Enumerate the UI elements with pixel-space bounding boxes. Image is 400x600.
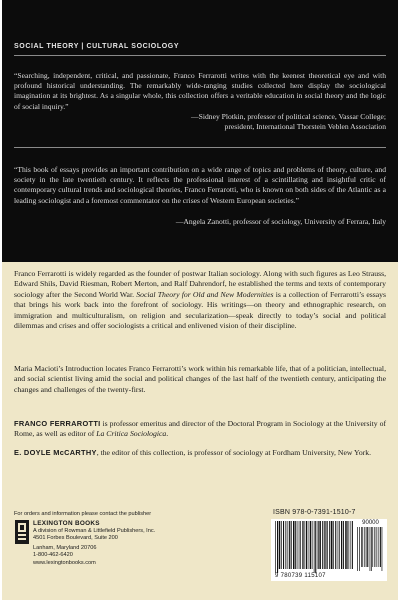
editor-bio-text: , the editor of this collection, is professor of sociology at Fordham University, New York. [96,448,372,457]
barcode-bar [364,527,365,567]
barcode-bar [327,521,328,569]
endorsements-panel [2,0,398,262]
barcode-bar [357,527,358,571]
barcode-bar [303,521,304,569]
barcode-bar [324,521,325,569]
author-name: FRANCO FERRAROTTI [14,419,101,428]
barcode-bar [287,521,288,569]
barcode-bar [362,527,363,567]
barcode-bar [372,527,373,567]
author-bio [14,419,386,440]
barcode-bar [382,527,383,571]
publisher-address-2: Lanham, Maryland 20706 [33,544,97,551]
barcode-bar [329,521,330,569]
barcode-bar [345,521,347,569]
barcode-bar [359,527,360,571]
isbn-label: ISBN 978-0-7391-1510-7 [273,509,356,516]
journal-title: La Critica Sociologica [96,429,167,439]
author-bio-end: . [166,429,169,439]
barcode-bar [312,521,313,569]
divider-rule [14,55,386,56]
barcode-bar [300,521,301,569]
barcode-bar [339,521,340,569]
barcode-bar [314,521,315,573]
endorsement-attribution-2: —Angela Zanotti, professor of sociology, University of Ferrara, Italy [175,217,386,226]
barcode-bar [347,521,348,569]
publisher-logo-icon [14,519,30,545]
endorsement-attribution-1a: —Sidney Plotkin, professor of political science, Vassar College; [191,112,386,121]
barcode-bar [352,521,353,569]
price-addon-barcode [357,527,384,571]
description-text: is a collection of Ferrarotti’s essays that brings his work back into the forefront of sociology. His writings—on theory and ethnographic research, on immigration and multiculturalism, on religion and secularization—speak directly to today’s social and political dilemmas and crises and offer sociologists a critical and enlivened vision of their discipline. [14,289,386,331]
barcode-bar [318,521,319,569]
barcode-bar [371,527,372,571]
editor-name: E. DOYLE McCARTHY [14,448,97,457]
barcode-bar [370,527,371,571]
publisher-phone: 1-800-462-6420 [33,552,73,559]
barcode-bar [367,527,368,567]
author-bio-text: is professor emeritus and director of the Doctoral Program in Sociology at the University of Rome, as well as editor of [14,419,387,439]
barcode-bar [338,521,339,569]
barcode-bar [289,521,290,569]
barcode-bar [335,521,336,569]
barcode-bar [279,521,281,569]
barcode-bar [298,521,299,569]
barcode-bar [361,527,362,567]
barcode-bar [343,521,344,569]
barcode-bar [350,521,351,569]
barcode-bar [322,521,323,569]
price-addon-digits: 90000 [362,520,379,526]
endorsement-attribution-1b: president, International Thorstein Veblen Association [224,122,386,131]
barcode-bar [309,521,310,569]
endorsement-quote-2: “This book of essays provides an important contribution on a wide range of topics and problems of theory, culture, and society in the late twentieth century. It reflects the professional interest of a scintillating and insightful critic of contemporary cultural trends and sociological theories, Franco Ferrarotti, who is known on both sides of the Atlantic as a leading sociologist and a foremost commentator on the crises of Western European societies.” [14,165,386,205]
description-text: Franco Ferrarotti is widely regarded as the founder of postwar Italian sociology. Along with such figures as Leo Strauss, Edward Shils, David Riesman, Robert Merton, and Ralf Dahrendorf, he established the terms and texts of contemporary sociology after the Second World War. [14,269,386,299]
publisher-address-1: 4501 Forbes Boulevard, Suite 200 [33,535,118,542]
barcode-bar [378,527,379,567]
barcode-bar [291,521,292,569]
barcode-bar [319,521,321,569]
barcode-bar [331,521,333,569]
barcode-digits: 9 780739 115107 [275,573,326,579]
book-title: Social Theory for Old and New Modernities [136,289,274,299]
barcode-bar [277,521,278,573]
barcode [271,519,387,581]
barcode-bar [376,527,377,567]
editor-bio [14,448,386,458]
barcode-bar [333,521,334,569]
barcode-bar [285,521,286,569]
barcode-bar [306,521,308,569]
divider-rule [14,147,386,148]
publisher-name: LEXINGTON BOOKS [33,520,100,528]
barcode-bar [310,521,311,569]
ean13-barcode [275,521,355,573]
barcode-bar [325,521,326,569]
publisher-division: A division of Rowman & Littlefield Publishers, Inc. [33,527,156,534]
barcode-bar [281,521,282,569]
description-paragraph-2: Maria Macioti’s Introduction locates Franco Ferrarotti’s work within his remarkable life, that of a politician, intellectual, and social scientist living amid the social and political changes of the last half of the twentieth century, anticipating the changes and challenges of the twenty-first. [14,364,386,394]
barcode-bar [366,527,367,567]
description-paragraph-1 [14,269,386,331]
endorsement-quote-1: “Searching, independent, critical, and passionate, Franco Ferrarotti writes with the keenest theoretical eye and with profound historical understanding. The remarkably wide-ranging studies collected here display the sociological imagination at its brightest. As a singular whole, this collection offers a veritable education in social theory and the logic of social inquiry.” [14,71,386,111]
orders-line: For orders and information please contact the publisher [14,511,152,517]
barcode-bar [283,521,284,569]
barcode-bar [315,521,316,573]
barcode-bar [341,521,342,569]
barcode-bar [293,521,295,569]
barcode-bar [374,527,375,567]
book-back-cover [2,0,398,600]
barcode-bar [380,527,381,567]
barcode-bar [295,521,296,569]
publisher-info [14,511,214,567]
publisher-website[interactable]: www.lexingtonbooks.com [33,559,96,566]
barcode-bar [275,521,276,573]
category-label: SOCIAL THEORY | CULTURAL SOCIOLOGY [14,43,180,50]
barcode-bar [302,521,303,569]
